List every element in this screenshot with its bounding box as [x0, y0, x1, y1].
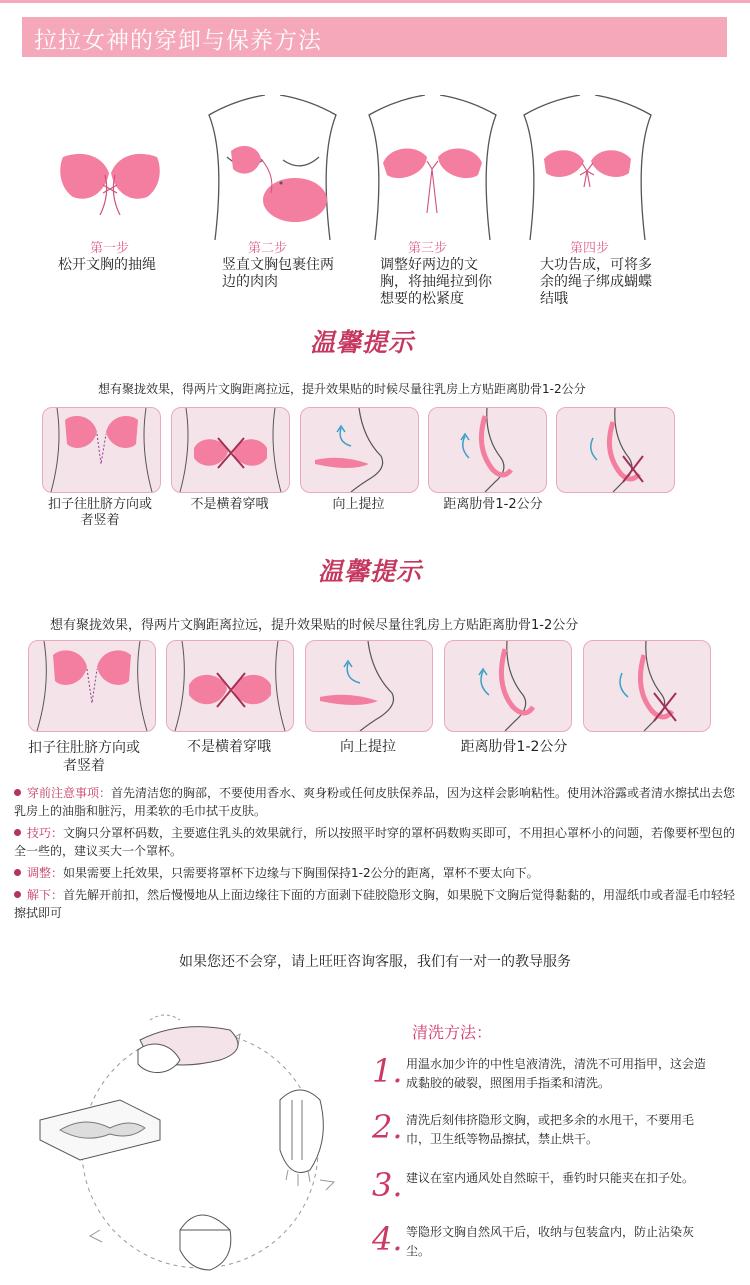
- washing-cycle-illustration: [30, 1000, 360, 1280]
- tips2-caption-4: 距离肋骨1-2公分: [460, 739, 568, 755]
- wash-step-number: 3.: [372, 1166, 403, 1204]
- tips1-panel-lift: [300, 407, 419, 493]
- tips2-panel-lift: [305, 640, 433, 732]
- bullet-dot: [14, 789, 21, 796]
- tips1-title: 温馨提示: [310, 328, 415, 357]
- bullet-dot: [14, 829, 21, 836]
- wash-step-1: [372, 1052, 712, 1102]
- tips2-caption-2: 不是横着穿哦: [187, 739, 271, 755]
- step3-torso-illustration: [365, 95, 500, 245]
- step2-desc: 竖直文胸包裹住两边的肉肉: [222, 257, 334, 290]
- note-label: 解下：: [27, 888, 64, 902]
- step3-number: 第三步: [408, 241, 448, 256]
- bullet-dot: [14, 869, 21, 876]
- tips2-caption-1: 扣子往肚脐方向或者竖着: [28, 740, 140, 774]
- note-remove: [14, 886, 744, 922]
- tips2-caption-3: 向上提拉: [340, 739, 396, 755]
- step1-bra-illustration: [55, 145, 165, 225]
- step2-torso-illustration: [205, 95, 340, 245]
- step1-desc: 松开文胸的抽绳: [58, 257, 156, 273]
- wash-step-number: 1.: [372, 1052, 403, 1090]
- note-tips: [14, 824, 744, 860]
- help-text: 如果您还不会穿，请上旺旺咨询客服，我们有一对一的教导服务: [179, 954, 571, 970]
- wash-step-3: [372, 1166, 712, 1216]
- tips2-panel-wrong: [583, 640, 711, 732]
- tips2-panel-vertical: [28, 640, 156, 732]
- tips2-title: 温馨提示: [318, 557, 423, 586]
- note-text: 文胸只分罩杯码数，主要遮住乳头的效果就行，所以按照平时穿的罩杯码数购买即可，不用担心罩杯小的问题，若像要杯型包的全一些的，建议买大一个罩杯。: [14, 826, 736, 858]
- note-adjust: [14, 864, 744, 882]
- tips1-caption-2: 不是横着穿哦: [190, 497, 269, 512]
- note-label: 调整：: [27, 866, 64, 880]
- step4-number: 第四步: [570, 241, 610, 256]
- wash-step-number: 2.: [372, 1108, 403, 1146]
- step1-number: 第一步: [90, 241, 130, 256]
- tips1-caption-4: 距离肋骨1-2公分: [443, 497, 543, 512]
- note-label: 技巧：: [27, 826, 64, 840]
- tips1-caption-1: 扣子往肚脐方向或者竖着: [47, 497, 152, 528]
- tips1-panel-vertical: [42, 407, 161, 493]
- tips1-line: 想有聚拢效果，得两片文胸距离拉远，提升效果贴的时候尽量往乳房上方贴距离肋骨1-2公分: [98, 382, 586, 396]
- tips1-panel-wrong: [556, 407, 675, 493]
- wash-step-4: [372, 1220, 712, 1270]
- bullet-dot: [14, 891, 21, 898]
- note-before-wearing: [14, 784, 744, 820]
- tips1-panel-distance: [428, 407, 547, 493]
- banner-title: 拉拉女神的穿卸与保养方法: [34, 28, 322, 54]
- wash-step-text: 清洗后刻伟挤隐形文胸，或把多余的水甩干，不要用毛巾，卫生纸等物品擦拭，禁止烘干。: [406, 1113, 695, 1146]
- note-text: 如果需要上托效果，只需要将罩杯下边缘与下胸围保持1-2公分的距离，罩杯不要太向下。: [63, 866, 539, 880]
- tips2-line: 想有聚拢效果，得两片文胸距离拉远，提升效果贴的时候尽量往乳房上方贴距离肋骨1-2公分: [50, 618, 579, 633]
- tips1-caption-3: 向上提拉: [332, 497, 385, 512]
- note-label: 穿前注意事项：: [27, 786, 112, 800]
- wash-step-text: 等隐形文胸自然风干后，收纳与包装盒内，防止沾染灰尘。: [406, 1225, 695, 1258]
- step4-desc: 大功告成，可将多余的绳子绑成蝴蝶结哦: [540, 257, 652, 307]
- wash-step-2: [372, 1108, 712, 1158]
- tips1-panel-horizontal: [171, 407, 290, 493]
- top-pink-line: [0, 0, 750, 3]
- note-text: 首先清洁您的胸部，不要使用香水、爽身粉或任何皮肤保养品，因为这样会影响粘性。使用沐浴露或者清水擦拭出去您乳房上的油脂和脏污，用柔软的毛巾拭干皮肤。: [14, 786, 736, 818]
- wash-title: 清洗方法：: [412, 1023, 493, 1042]
- wash-step-text: 用温水加少许的中性皂液清洗，清洗不可用指甲，这会造成黏胶的破裂，照图用手指柔和清洗。: [406, 1057, 707, 1090]
- step4-torso-illustration: [520, 95, 655, 245]
- tips2-panel-horizontal: [166, 640, 294, 732]
- step2-number: 第二步: [248, 241, 288, 256]
- title-banner: [22, 17, 727, 57]
- wash-step-number: 4.: [372, 1220, 403, 1258]
- step3-desc: 调整好两边的文胸，将抽绳拉到你想要的松紧度: [380, 257, 492, 307]
- note-text: 首先解开前扣，然后慢慢地从上面边缘往下面的方面剥下硅胶隐形文胸，如果脱下文胸后觉得黏黏的，用湿纸巾或者湿毛巾轻轻擦拭即可: [14, 888, 736, 920]
- wash-step-text: 建议在室内通风处自然晾干，垂钓时只能夹在扣子处。: [406, 1171, 695, 1185]
- tips2-panel-distance: [444, 640, 572, 732]
